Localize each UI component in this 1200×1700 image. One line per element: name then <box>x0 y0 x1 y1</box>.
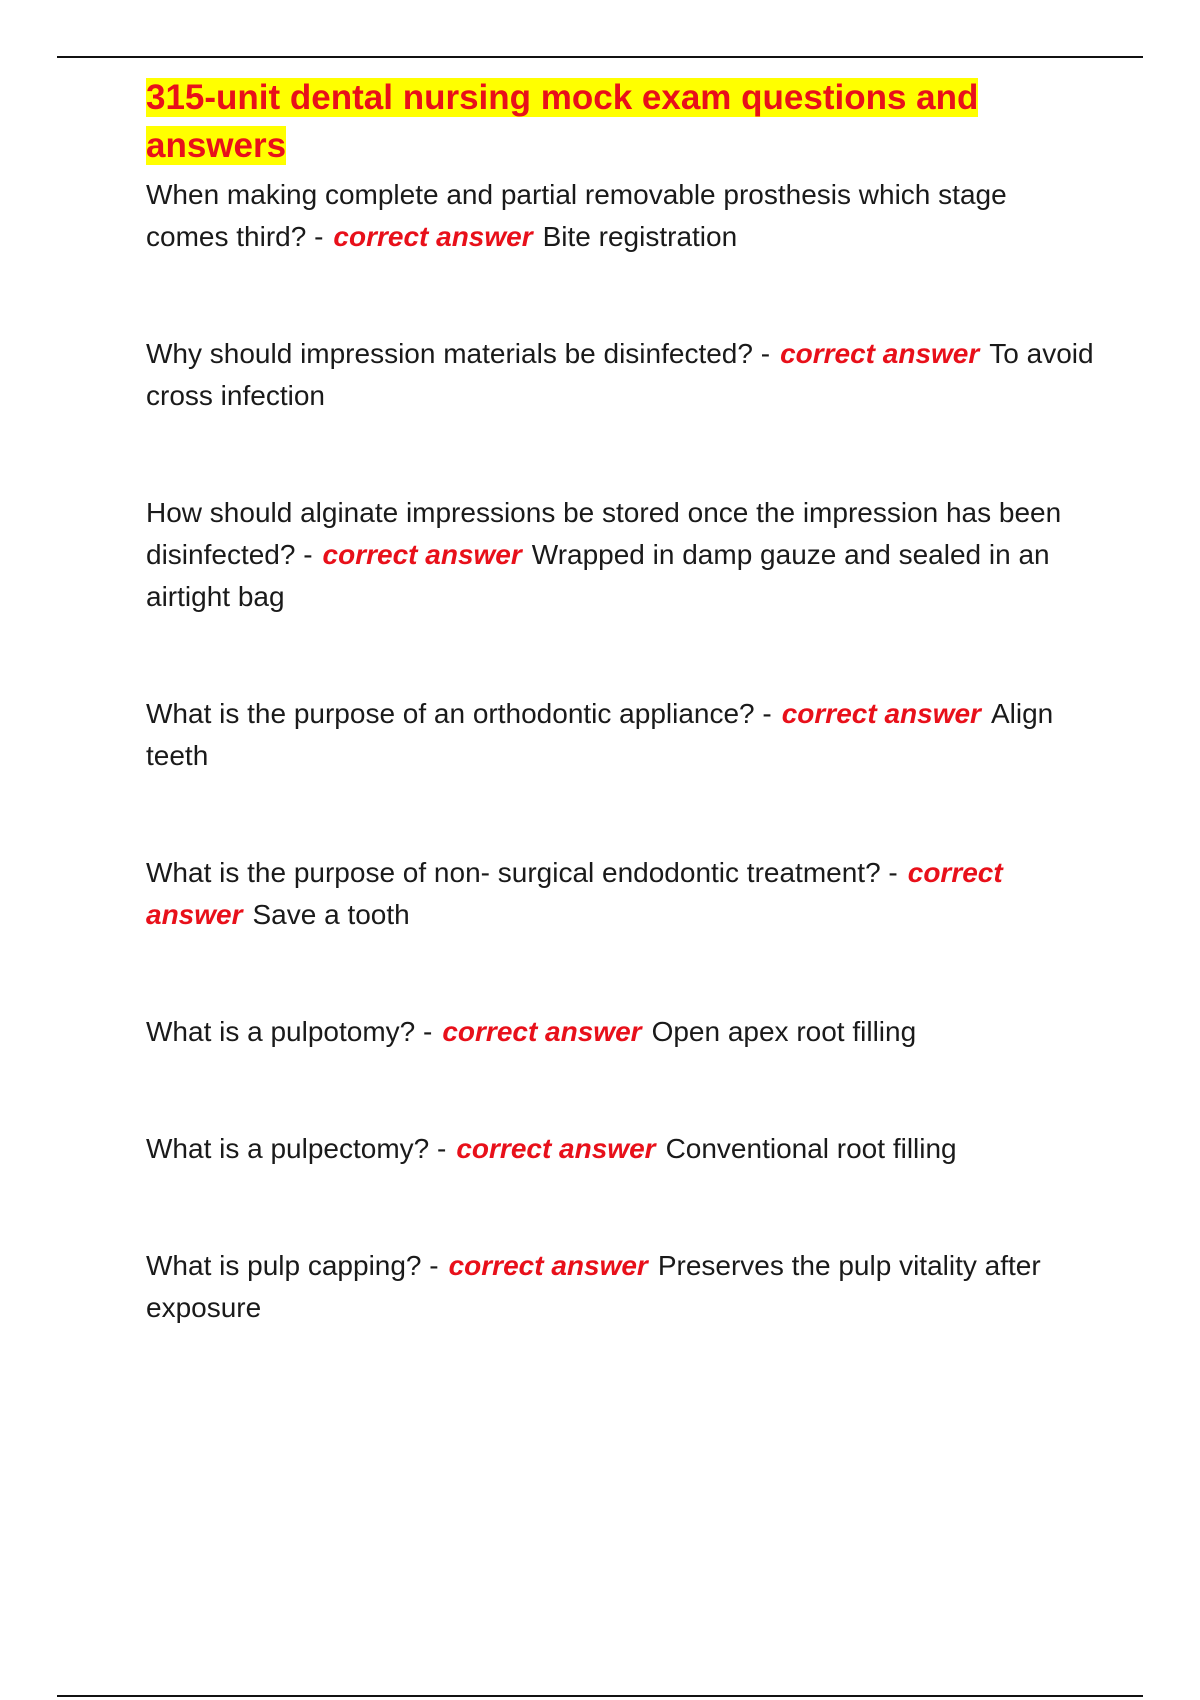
document-title-text: 315-unit dental nursing mock exam questions and answers <box>146 78 979 165</box>
answer-marker: correct answer <box>456 1133 656 1164</box>
question-text: What is the purpose of an orthodontic appliance? - <box>146 698 772 729</box>
answer-text: Save a tooth <box>252 899 410 930</box>
document-title <box>146 74 1096 170</box>
answer-marker: correct answer <box>448 1250 648 1281</box>
qa-item <box>146 1245 1096 1329</box>
question-text: What is a pulpotomy? - <box>146 1016 433 1047</box>
top-rule <box>57 56 1143 58</box>
answer-text: Open apex root filling <box>651 1016 917 1047</box>
answer-text: Preserves the pulp vitality after exposure <box>146 1250 1041 1323</box>
qa-item <box>146 492 1096 618</box>
answer-marker: correct answer <box>333 221 533 252</box>
qa-item <box>146 174 1096 258</box>
qa-list <box>146 174 1096 1329</box>
answer-text: Bite registration <box>542 221 738 252</box>
question-text: What is pulp capping? - <box>146 1250 439 1281</box>
qa-item <box>146 1128 1096 1170</box>
question-text: Why should impression materials be disinfected? - <box>146 338 771 369</box>
question-text: What is the purpose of non- surgical endodontic treatment? - <box>146 857 898 888</box>
answer-text: To avoid cross infection <box>146 338 1094 411</box>
answer-marker: correct answer <box>322 539 522 570</box>
answer-marker: correct answer <box>781 698 981 729</box>
answer-marker: correct answer <box>442 1016 642 1047</box>
qa-item <box>146 693 1096 777</box>
question-text: What is a pulpectomy? - <box>146 1133 447 1164</box>
answer-text: Align teeth <box>146 698 1054 771</box>
qa-item <box>146 852 1096 936</box>
answer-text: Wrapped in damp gauze and sealed in an airtight bag <box>146 539 1050 612</box>
bottom-rule <box>57 1695 1143 1697</box>
qa-item <box>146 1011 1096 1053</box>
question-text: How should alginate impressions be stored once the impression has been disinfected? - <box>146 497 1062 570</box>
answer-text: Conventional root filling <box>665 1133 957 1164</box>
qa-item <box>146 333 1096 417</box>
question-text: When making complete and partial removable prosthesis which stage comes third? - <box>146 179 1007 252</box>
answer-marker: correct answer <box>146 857 1003 930</box>
answer-marker: correct answer <box>780 338 980 369</box>
document-body <box>146 74 1096 1329</box>
